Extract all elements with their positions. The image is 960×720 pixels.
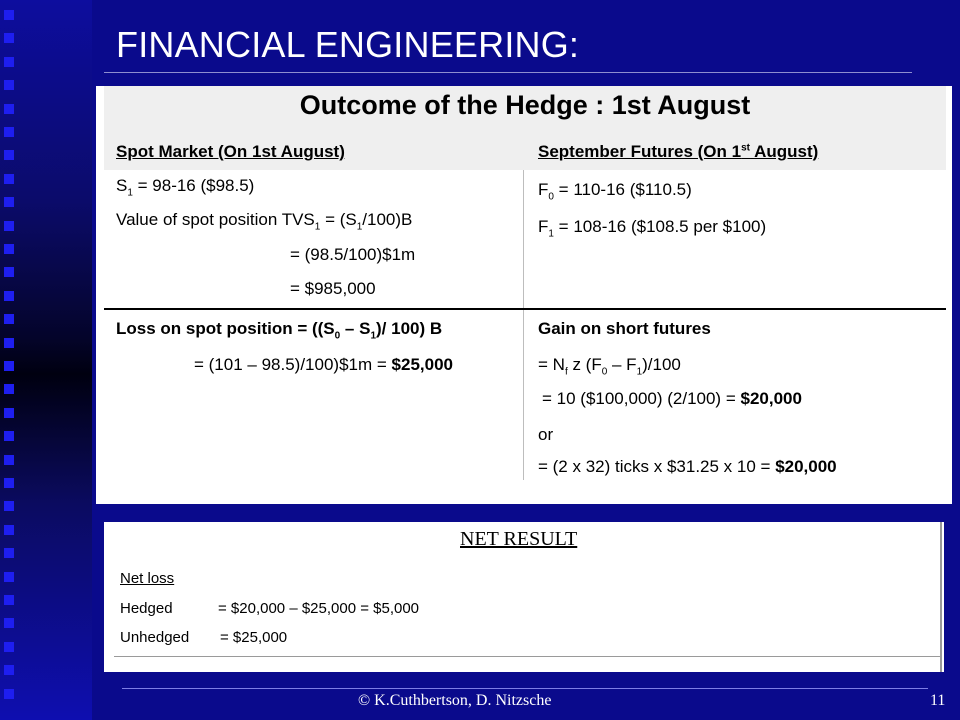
table-heading: Outcome of the Hedge : 1st August	[299, 90, 751, 120]
decorative-square	[4, 408, 14, 418]
decorative-square	[4, 57, 14, 67]
decorative-square	[4, 665, 14, 675]
spot-calc-line: = (98.5/100)$1m	[290, 245, 416, 264]
futures-header: September Futures (On 1st August)	[538, 142, 819, 161]
decorative-square	[4, 10, 14, 20]
decorative-square	[4, 595, 14, 605]
decorative-square	[4, 244, 14, 254]
decorative-square	[4, 431, 14, 441]
decorative-square	[4, 455, 14, 465]
title-divider	[104, 72, 912, 73]
hedge-outcome-table	[96, 86, 952, 504]
spot-value-line: Value of spot position $TVS_1 = (S_1/100)B$	[116, 210, 413, 233]
net-result-title: NET RESULT	[460, 528, 578, 550]
unhedged-value: = $25,000	[220, 629, 288, 646]
decorative-square	[4, 291, 14, 301]
decorative-square	[4, 618, 14, 628]
spot-s1-line: $S_1 = 98-16$ ($98.5)	[116, 176, 255, 199]
footer-copyright: © K.Cuthbertson, D. Nitzsche	[358, 692, 552, 709]
column-divider	[523, 170, 524, 480]
gain-ticks-line: = (2 x 32) ticks x $31.25 x 10 = $20,000	[538, 457, 837, 476]
decorative-square	[4, 314, 14, 324]
loss-result-line: = (101 – 98.5)/100)$1m = $25,000	[194, 355, 453, 374]
gain-calc-line: = 10 ($100,000) (2/100) = $20,000	[542, 389, 802, 408]
decorative-square	[4, 267, 14, 277]
slide-title: FINANCIAL ENGINEERING:	[116, 24, 580, 65]
gain-formula-line: = $N_f$ z $(F_0 - F_1)/100$	[538, 355, 681, 378]
decorative-square	[4, 127, 14, 137]
decorative-square	[4, 525, 14, 535]
decorative-square	[4, 642, 14, 652]
net-bottom-border	[114, 656, 940, 657]
decorative-square	[4, 361, 14, 371]
decorative-square	[4, 104, 14, 114]
table-header	[104, 86, 946, 170]
decorative-square	[4, 80, 14, 90]
decorative-squares	[4, 10, 20, 710]
decorative-square	[4, 221, 14, 231]
footer-divider	[122, 688, 928, 689]
futures-f0-line: $F_0 = 110-16$ ($110.5)	[538, 180, 692, 203]
hedged-label: Hedged	[120, 600, 173, 617]
decorative-square	[4, 384, 14, 394]
hedged-value: = $20,000 – $25,000 = $5,000	[218, 600, 420, 617]
net-loss-label: Net loss	[120, 570, 175, 587]
net-result-panel	[104, 522, 944, 672]
unhedged-label: Unhedged	[120, 629, 190, 646]
futures-f1-line: $F_1 = 108-16$ ($108.5 per $100)	[538, 217, 767, 240]
decorative-square	[4, 197, 14, 207]
decorative-square	[4, 478, 14, 488]
page-number: 11	[930, 692, 946, 709]
decorative-square	[4, 689, 14, 699]
net-right-border	[940, 522, 942, 672]
decorative-square	[4, 338, 14, 348]
gain-or-label: or	[538, 425, 554, 444]
row-divider	[104, 308, 946, 310]
decorative-square	[4, 548, 14, 558]
gain-header: Gain on short futures	[538, 319, 711, 338]
loss-formula-line: Loss on spot position = ($(S_0 - S_1)/$ 100) B	[116, 319, 443, 342]
spot-total-line: = $985,000	[290, 279, 376, 298]
spot-market-header: Spot Market (On 1st August)	[116, 142, 345, 161]
decorative-square	[4, 572, 14, 582]
decorative-square	[4, 501, 14, 511]
decorative-square	[4, 33, 14, 43]
decorative-square	[4, 150, 14, 160]
decorative-square	[4, 174, 14, 184]
